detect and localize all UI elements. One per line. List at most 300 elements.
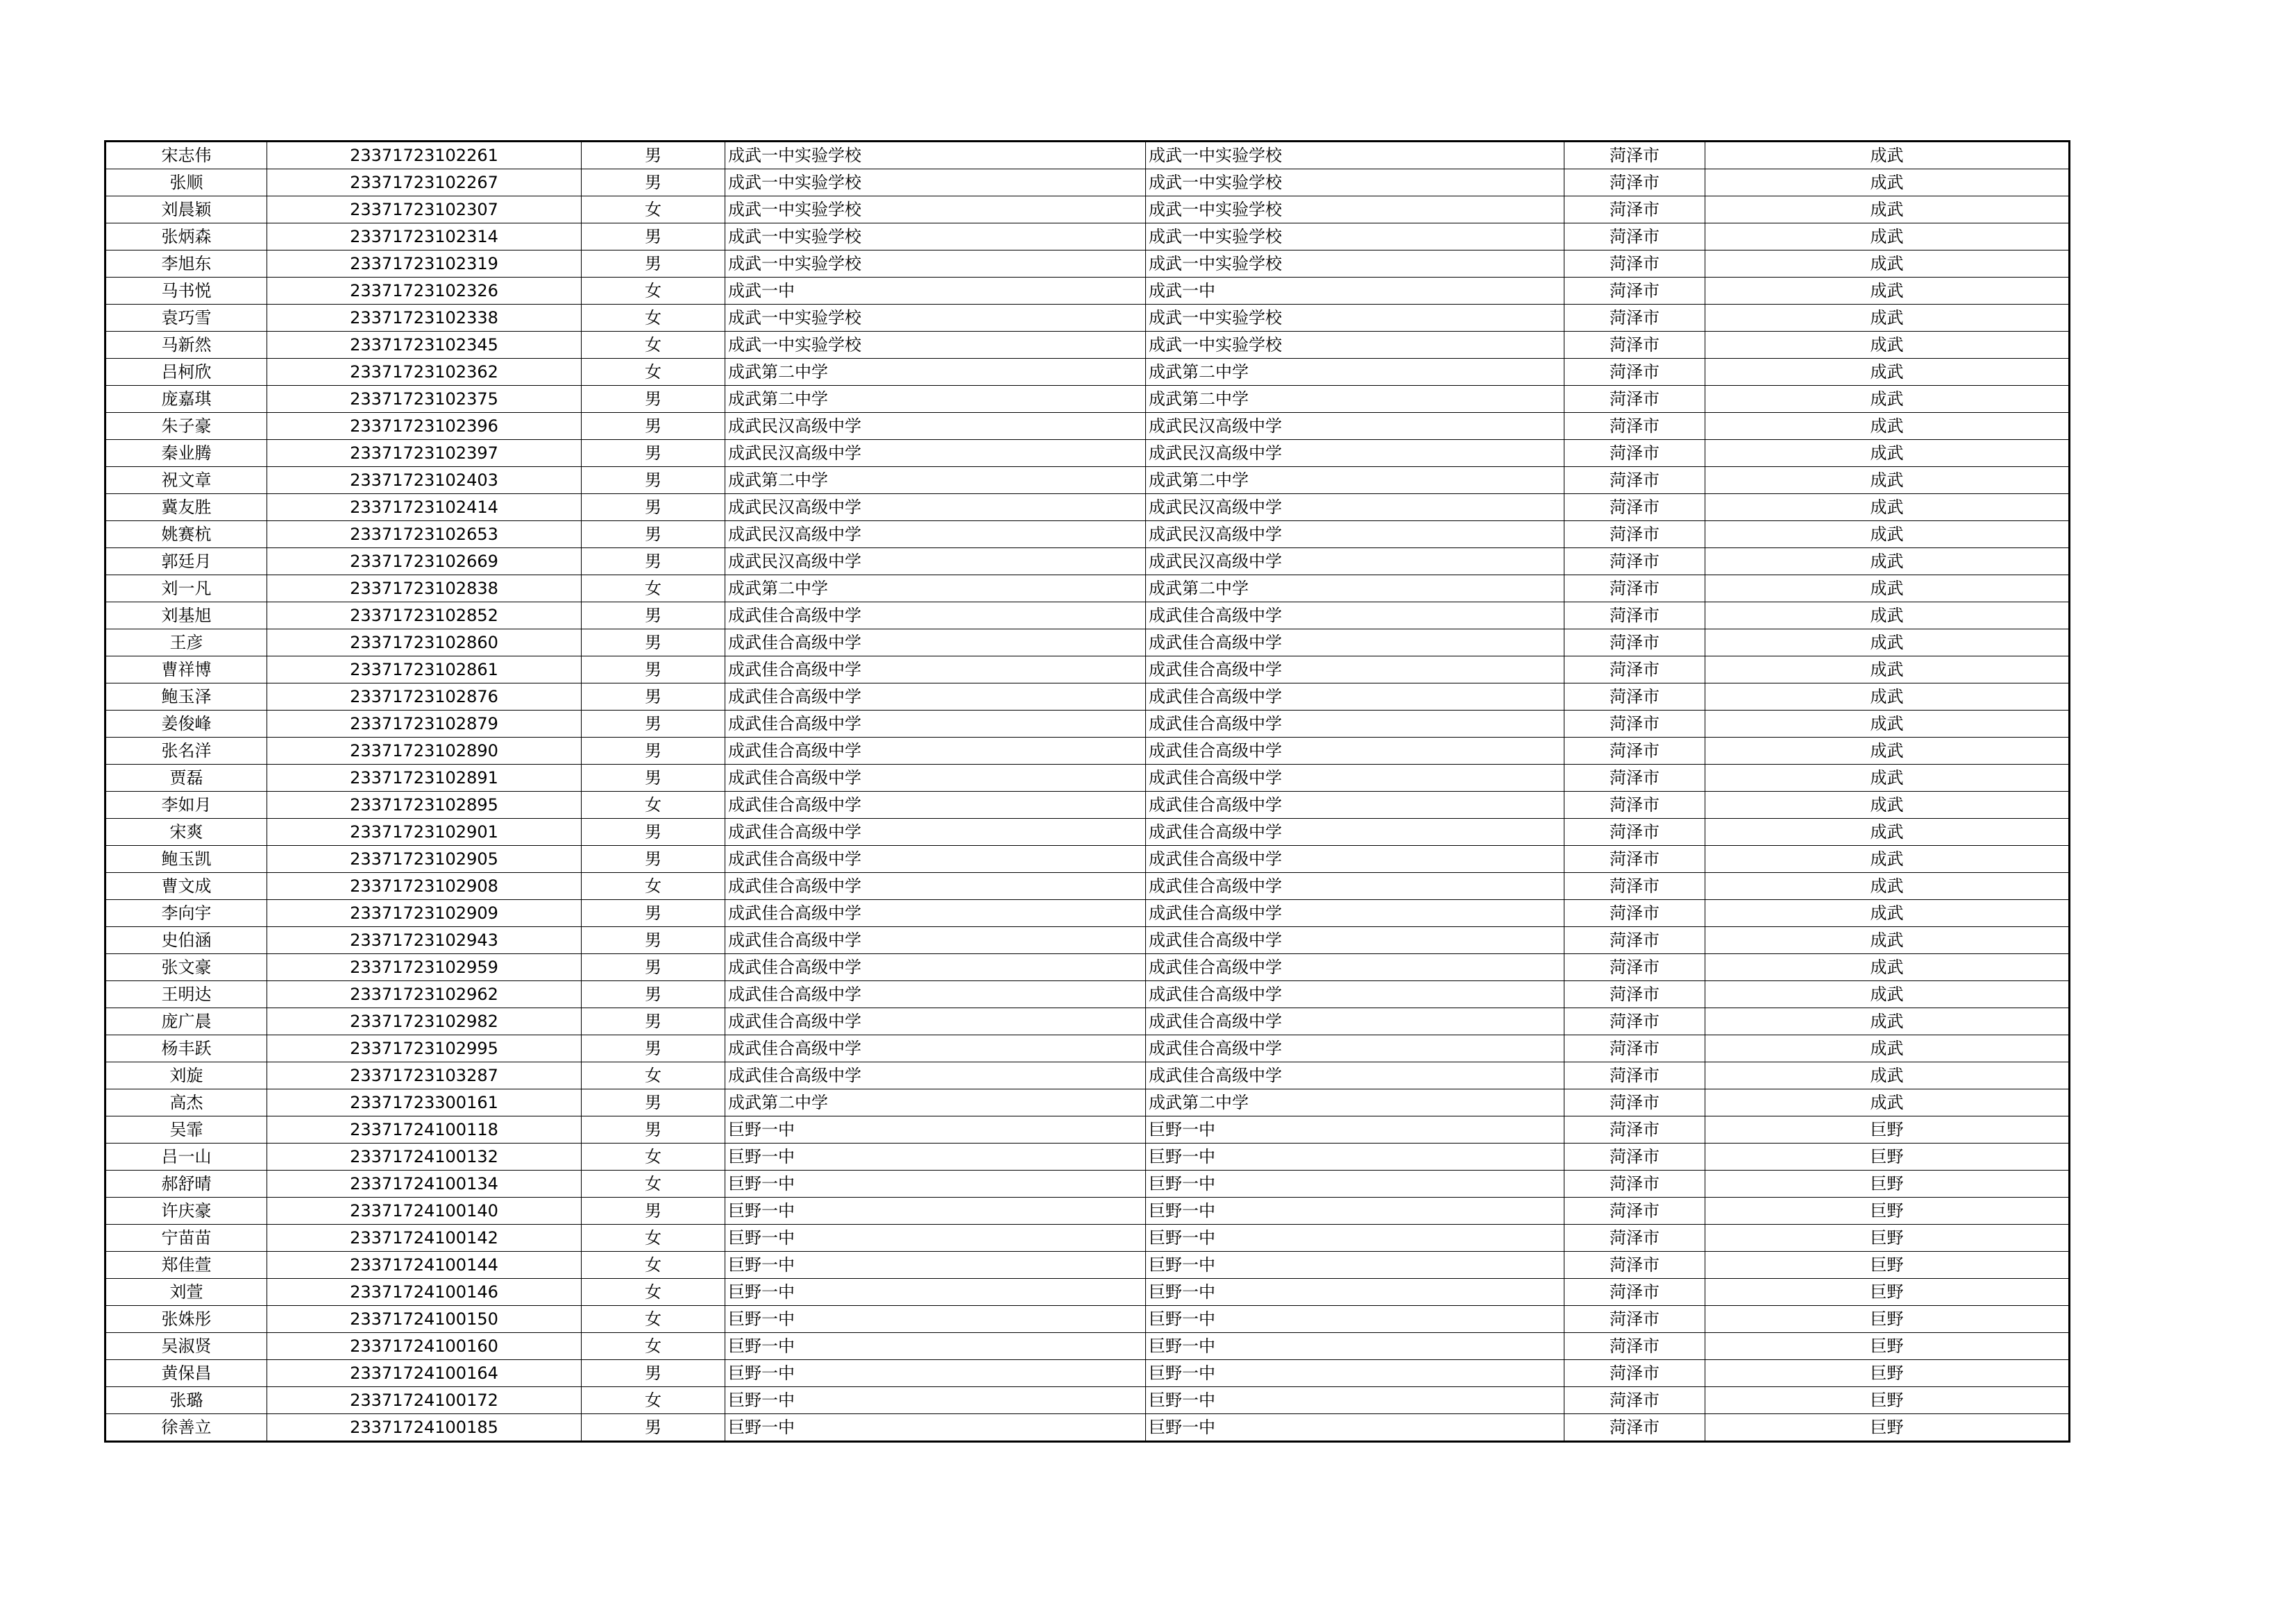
table-row: [105, 900, 2070, 927]
id-cell: 23371723102876: [267, 683, 582, 711]
county-cell: 成武: [1705, 142, 2070, 169]
school-cell: 巨野一中: [725, 1387, 1146, 1414]
exam-site-cell: 巨野一中: [1146, 1387, 1564, 1414]
table-row: [105, 873, 2070, 900]
table-row: [105, 1333, 2070, 1360]
name-cell: 刘旋: [105, 1062, 267, 1089]
gender-cell: 男: [582, 1360, 725, 1387]
id-cell: 23371723102375: [267, 386, 582, 413]
county-cell: 成武: [1705, 386, 2070, 413]
city-cell: 菏泽市: [1564, 1144, 1705, 1171]
county-cell: 成武: [1705, 738, 2070, 765]
exam-site-cell: 成武佳合高级中学: [1146, 1062, 1564, 1089]
county-cell: 成武: [1705, 278, 2070, 305]
id-cell: 23371723102403: [267, 467, 582, 494]
city-cell: 菏泽市: [1564, 900, 1705, 927]
gender-cell: 男: [582, 386, 725, 413]
gender-cell: 男: [582, 1414, 725, 1442]
school-cell: 成武佳合高级中学: [725, 711, 1146, 738]
county-cell: 成武: [1705, 954, 2070, 981]
name-cell: 王明达: [105, 981, 267, 1008]
exam-site-cell: 巨野一中: [1146, 1306, 1564, 1333]
county-cell: 成武: [1705, 900, 2070, 927]
county-cell: 成武: [1705, 683, 2070, 711]
gender-cell: 女: [582, 1144, 725, 1171]
school-cell: 巨野一中: [725, 1252, 1146, 1279]
table-row: [105, 656, 2070, 683]
id-cell: 23371723102345: [267, 332, 582, 359]
name-cell: 李向宇: [105, 900, 267, 927]
exam-site-cell: 巨野一中: [1146, 1360, 1564, 1387]
name-cell: 鲍玉凯: [105, 846, 267, 873]
school-cell: 巨野一中: [725, 1144, 1146, 1171]
table-row: [105, 575, 2070, 602]
name-cell: 吴淑贤: [105, 1333, 267, 1360]
city-cell: 菏泽市: [1564, 1279, 1705, 1306]
county-cell: 成武: [1705, 711, 2070, 738]
exam-site-cell: 成武佳合高级中学: [1146, 711, 1564, 738]
city-cell: 菏泽市: [1564, 981, 1705, 1008]
school-cell: 巨野一中: [725, 1360, 1146, 1387]
county-cell: 成武: [1705, 927, 2070, 954]
school-cell: 巨野一中: [725, 1225, 1146, 1252]
name-cell: 许庆豪: [105, 1198, 267, 1225]
school-cell: 成武佳合高级中学: [725, 765, 1146, 792]
school-cell: 巨野一中: [725, 1116, 1146, 1144]
city-cell: 菏泽市: [1564, 169, 1705, 196]
id-cell: 23371723102901: [267, 819, 582, 846]
exam-site-cell: 成武第二中学: [1146, 467, 1564, 494]
city-cell: 菏泽市: [1564, 629, 1705, 656]
table-row: [105, 413, 2070, 440]
county-cell: 巨野: [1705, 1116, 2070, 1144]
city-cell: 菏泽市: [1564, 1035, 1705, 1062]
gender-cell: 女: [582, 1171, 725, 1198]
table-row: [105, 1414, 2070, 1442]
gender-cell: 女: [582, 1252, 725, 1279]
school-cell: 成武第二中学: [725, 1089, 1146, 1116]
city-cell: 菏泽市: [1564, 711, 1705, 738]
school-cell: 成武第二中学: [725, 359, 1146, 386]
county-cell: 成武: [1705, 467, 2070, 494]
table-row: [105, 1116, 2070, 1144]
name-cell: 杨丰跃: [105, 1035, 267, 1062]
exam-site-cell: 成武佳合高级中学: [1146, 656, 1564, 683]
school-cell: 成武佳合高级中学: [725, 1008, 1146, 1035]
exam-site-cell: 成武第二中学: [1146, 575, 1564, 602]
school-cell: 成武一中实验学校: [725, 196, 1146, 223]
name-cell: 史伯涵: [105, 927, 267, 954]
city-cell: 菏泽市: [1564, 1089, 1705, 1116]
table-row: [105, 711, 2070, 738]
city-cell: 菏泽市: [1564, 1062, 1705, 1089]
table-row: [105, 467, 2070, 494]
name-cell: 张名洋: [105, 738, 267, 765]
exam-site-cell: 成武佳合高级中学: [1146, 629, 1564, 656]
county-cell: 巨野: [1705, 1144, 2070, 1171]
city-cell: 菏泽市: [1564, 873, 1705, 900]
city-cell: 菏泽市: [1564, 656, 1705, 683]
table-row: [105, 386, 2070, 413]
id-cell: 23371724100134: [267, 1171, 582, 1198]
school-cell: 成武佳合高级中学: [725, 927, 1146, 954]
exam-site-cell: 成武佳合高级中学: [1146, 954, 1564, 981]
id-cell: 23371723102261: [267, 142, 582, 169]
gender-cell: 男: [582, 629, 725, 656]
exam-site-cell: 成武佳合高级中学: [1146, 602, 1564, 629]
table-row: [105, 954, 2070, 981]
gender-cell: 女: [582, 305, 725, 332]
gender-cell: 男: [582, 1116, 725, 1144]
exam-site-cell: 成武佳合高级中学: [1146, 1035, 1564, 1062]
school-cell: 成武佳合高级中学: [725, 602, 1146, 629]
exam-site-cell: 成武佳合高级中学: [1146, 683, 1564, 711]
name-cell: 张姝彤: [105, 1306, 267, 1333]
school-cell: 成武一中实验学校: [725, 250, 1146, 278]
id-cell: 23371723102307: [267, 196, 582, 223]
school-cell: 成武一中实验学校: [725, 223, 1146, 250]
city-cell: 菏泽市: [1564, 927, 1705, 954]
table-row: [105, 359, 2070, 386]
id-cell: 23371723102397: [267, 440, 582, 467]
name-cell: 祝文章: [105, 467, 267, 494]
name-cell: 刘基旭: [105, 602, 267, 629]
table-row: [105, 1198, 2070, 1225]
city-cell: 菏泽市: [1564, 142, 1705, 169]
id-cell: 23371724100118: [267, 1116, 582, 1144]
county-cell: 成武: [1705, 819, 2070, 846]
school-cell: 成武一中实验学校: [725, 332, 1146, 359]
gender-cell: 男: [582, 738, 725, 765]
county-cell: 成武: [1705, 332, 2070, 359]
county-cell: 成武: [1705, 1035, 2070, 1062]
school-cell: 成武佳合高级中学: [725, 846, 1146, 873]
exam-site-cell: 成武一中实验学校: [1146, 332, 1564, 359]
county-cell: 巨野: [1705, 1306, 2070, 1333]
name-cell: 郑佳萱: [105, 1252, 267, 1279]
name-cell: 曹祥博: [105, 656, 267, 683]
city-cell: 菏泽市: [1564, 765, 1705, 792]
exam-site-cell: 成武佳合高级中学: [1146, 927, 1564, 954]
city-cell: 菏泽市: [1564, 548, 1705, 575]
table-row: [105, 1171, 2070, 1198]
county-cell: 成武: [1705, 792, 2070, 819]
name-cell: 刘晨颖: [105, 196, 267, 223]
id-cell: 23371724100140: [267, 1198, 582, 1225]
city-cell: 菏泽市: [1564, 440, 1705, 467]
school-cell: 巨野一中: [725, 1198, 1146, 1225]
table-row: [105, 1279, 2070, 1306]
school-cell: 成武一中: [725, 278, 1146, 305]
table-row: [105, 548, 2070, 575]
table-row: [105, 1008, 2070, 1035]
school-cell: 成武民汉高级中学: [725, 521, 1146, 548]
id-cell: 23371723102908: [267, 873, 582, 900]
city-cell: 菏泽市: [1564, 1008, 1705, 1035]
school-cell: 成武一中实验学校: [725, 305, 1146, 332]
name-cell: 宋爽: [105, 819, 267, 846]
exam-site-cell: 成武民汉高级中学: [1146, 440, 1564, 467]
exam-site-cell: 成武一中实验学校: [1146, 305, 1564, 332]
exam-site-cell: 巨野一中: [1146, 1225, 1564, 1252]
student-table: [104, 140, 2070, 1443]
city-cell: 菏泽市: [1564, 846, 1705, 873]
gender-cell: 男: [582, 142, 725, 169]
school-cell: 成武第二中学: [725, 386, 1146, 413]
id-cell: 23371723102838: [267, 575, 582, 602]
school-cell: 巨野一中: [725, 1279, 1146, 1306]
table-row: [105, 332, 2070, 359]
exam-site-cell: 成武一中实验学校: [1146, 250, 1564, 278]
county-cell: 成武: [1705, 981, 2070, 1008]
name-cell: 贾磊: [105, 765, 267, 792]
city-cell: 菏泽市: [1564, 792, 1705, 819]
school-cell: 巨野一中: [725, 1306, 1146, 1333]
id-cell: 23371723102895: [267, 792, 582, 819]
county-cell: 成武: [1705, 1062, 2070, 1089]
exam-site-cell: 成武一中实验学校: [1146, 223, 1564, 250]
school-cell: 成武佳合高级中学: [725, 954, 1146, 981]
gender-cell: 男: [582, 765, 725, 792]
school-cell: 成武第二中学: [725, 575, 1146, 602]
gender-cell: 男: [582, 683, 725, 711]
id-cell: 23371724100160: [267, 1333, 582, 1360]
gender-cell: 男: [582, 846, 725, 873]
name-cell: 吕一山: [105, 1144, 267, 1171]
exam-site-cell: 巨野一中: [1146, 1198, 1564, 1225]
table-row: [105, 1144, 2070, 1171]
name-cell: 黄保昌: [105, 1360, 267, 1387]
name-cell: 张炳森: [105, 223, 267, 250]
city-cell: 菏泽市: [1564, 1414, 1705, 1442]
id-cell: 23371723102326: [267, 278, 582, 305]
name-cell: 秦业腾: [105, 440, 267, 467]
gender-cell: 男: [582, 602, 725, 629]
exam-site-cell: 成武佳合高级中学: [1146, 819, 1564, 846]
table-row: [105, 629, 2070, 656]
table-row: [105, 521, 2070, 548]
name-cell: 鲍玉泽: [105, 683, 267, 711]
city-cell: 菏泽市: [1564, 1387, 1705, 1414]
table-row: [105, 981, 2070, 1008]
exam-site-cell: 巨野一中: [1146, 1414, 1564, 1442]
exam-site-cell: 成武民汉高级中学: [1146, 548, 1564, 575]
city-cell: 菏泽市: [1564, 196, 1705, 223]
gender-cell: 男: [582, 1035, 725, 1062]
table-row: [105, 305, 2070, 332]
gender-cell: 男: [582, 1198, 725, 1225]
name-cell: 姚赛杭: [105, 521, 267, 548]
exam-site-cell: 巨野一中: [1146, 1171, 1564, 1198]
table-row: [105, 602, 2070, 629]
table-row: [105, 846, 2070, 873]
exam-site-cell: 成武第二中学: [1146, 1089, 1564, 1116]
table-row: [105, 1252, 2070, 1279]
gender-cell: 男: [582, 927, 725, 954]
city-cell: 菏泽市: [1564, 1333, 1705, 1360]
county-cell: 成武: [1705, 873, 2070, 900]
county-cell: 成武: [1705, 846, 2070, 873]
city-cell: 菏泽市: [1564, 359, 1705, 386]
city-cell: 菏泽市: [1564, 250, 1705, 278]
exam-site-cell: 成武佳合高级中学: [1146, 1008, 1564, 1035]
exam-site-cell: 巨野一中: [1146, 1333, 1564, 1360]
gender-cell: 女: [582, 1279, 725, 1306]
gender-cell: 男: [582, 521, 725, 548]
gender-cell: 男: [582, 413, 725, 440]
table-row: [105, 765, 2070, 792]
name-cell: 曹文成: [105, 873, 267, 900]
gender-cell: 男: [582, 900, 725, 927]
city-cell: 菏泽市: [1564, 413, 1705, 440]
county-cell: 成武: [1705, 629, 2070, 656]
id-cell: 23371723102267: [267, 169, 582, 196]
id-cell: 23371724100146: [267, 1279, 582, 1306]
city-cell: 菏泽市: [1564, 1198, 1705, 1225]
name-cell: 宋志伟: [105, 142, 267, 169]
exam-site-cell: 成武一中: [1146, 278, 1564, 305]
name-cell: 郭廷月: [105, 548, 267, 575]
school-cell: 成武民汉高级中学: [725, 413, 1146, 440]
id-cell: 23371724100142: [267, 1225, 582, 1252]
city-cell: 菏泽市: [1564, 1116, 1705, 1144]
exam-site-cell: 成武一中实验学校: [1146, 196, 1564, 223]
name-cell: 张璐: [105, 1387, 267, 1414]
gender-cell: 女: [582, 359, 725, 386]
school-cell: 成武佳合高级中学: [725, 738, 1146, 765]
county-cell: 巨野: [1705, 1360, 2070, 1387]
name-cell: 冀友胜: [105, 494, 267, 521]
table-row: [105, 1062, 2070, 1089]
city-cell: 菏泽市: [1564, 602, 1705, 629]
gender-cell: 男: [582, 467, 725, 494]
city-cell: 菏泽市: [1564, 332, 1705, 359]
table-row: [105, 792, 2070, 819]
id-cell: 23371723102982: [267, 1008, 582, 1035]
gender-cell: 男: [582, 548, 725, 575]
school-cell: 成武第二中学: [725, 467, 1146, 494]
county-cell: 巨野: [1705, 1279, 2070, 1306]
gender-cell: 男: [582, 1008, 725, 1035]
school-cell: 巨野一中: [725, 1414, 1146, 1442]
exam-site-cell: 成武佳合高级中学: [1146, 792, 1564, 819]
county-cell: 巨野: [1705, 1171, 2070, 1198]
id-cell: 23371724100172: [267, 1387, 582, 1414]
table-row: [105, 1225, 2070, 1252]
county-cell: 成武: [1705, 1089, 2070, 1116]
school-cell: 成武佳合高级中学: [725, 873, 1146, 900]
school-cell: 成武一中实验学校: [725, 169, 1146, 196]
table-row: [105, 142, 2070, 169]
id-cell: 23371723102669: [267, 548, 582, 575]
county-cell: 巨野: [1705, 1198, 2070, 1225]
county-cell: 成武: [1705, 250, 2070, 278]
name-cell: 吕柯欣: [105, 359, 267, 386]
exam-site-cell: 成武民汉高级中学: [1146, 521, 1564, 548]
school-cell: 成武佳合高级中学: [725, 819, 1146, 846]
table-row: [105, 1089, 2070, 1116]
county-cell: 成武: [1705, 494, 2070, 521]
id-cell: 23371724100185: [267, 1414, 582, 1442]
id-cell: 23371723102338: [267, 305, 582, 332]
county-cell: 成武: [1705, 602, 2070, 629]
table-row: [105, 494, 2070, 521]
id-cell: 23371723102653: [267, 521, 582, 548]
gender-cell: 女: [582, 1333, 725, 1360]
name-cell: 张顺: [105, 169, 267, 196]
county-cell: 成武: [1705, 1008, 2070, 1035]
name-cell: 李如月: [105, 792, 267, 819]
name-cell: 王彦: [105, 629, 267, 656]
gender-cell: 男: [582, 954, 725, 981]
county-cell: 成武: [1705, 169, 2070, 196]
name-cell: 吴霏: [105, 1116, 267, 1144]
id-cell: 23371723102861: [267, 656, 582, 683]
exam-site-cell: 巨野一中: [1146, 1279, 1564, 1306]
city-cell: 菏泽市: [1564, 683, 1705, 711]
county-cell: 巨野: [1705, 1225, 2070, 1252]
id-cell: 23371723102890: [267, 738, 582, 765]
id-cell: 23371724100150: [267, 1306, 582, 1333]
exam-site-cell: 巨野一中: [1146, 1252, 1564, 1279]
city-cell: 菏泽市: [1564, 738, 1705, 765]
table-row: [105, 819, 2070, 846]
gender-cell: 男: [582, 1089, 725, 1116]
school-cell: 成武佳合高级中学: [725, 981, 1146, 1008]
id-cell: 23371723300161: [267, 1089, 582, 1116]
city-cell: 菏泽市: [1564, 1360, 1705, 1387]
id-cell: 23371723102959: [267, 954, 582, 981]
exam-site-cell: 成武佳合高级中学: [1146, 846, 1564, 873]
exam-site-cell: 成武佳合高级中学: [1146, 981, 1564, 1008]
table-row: [105, 927, 2070, 954]
table-row: [105, 1387, 2070, 1414]
exam-site-cell: 成武第二中学: [1146, 359, 1564, 386]
name-cell: 马书悦: [105, 278, 267, 305]
school-cell: 成武佳合高级中学: [725, 900, 1146, 927]
gender-cell: 女: [582, 873, 725, 900]
school-cell: 成武民汉高级中学: [725, 440, 1146, 467]
table-row: [105, 278, 2070, 305]
school-cell: 成武佳合高级中学: [725, 629, 1146, 656]
school-cell: 成武民汉高级中学: [725, 548, 1146, 575]
exam-site-cell: 巨野一中: [1146, 1144, 1564, 1171]
table-row: [105, 738, 2070, 765]
id-cell: 23371723102860: [267, 629, 582, 656]
gender-cell: 女: [582, 196, 725, 223]
county-cell: 成武: [1705, 440, 2070, 467]
id-cell: 23371723102891: [267, 765, 582, 792]
table-row: [105, 196, 2070, 223]
city-cell: 菏泽市: [1564, 1306, 1705, 1333]
id-cell: 23371724100164: [267, 1360, 582, 1387]
id-cell: 23371723102414: [267, 494, 582, 521]
name-cell: 庞嘉琪: [105, 386, 267, 413]
name-cell: 庞广晨: [105, 1008, 267, 1035]
city-cell: 菏泽市: [1564, 521, 1705, 548]
gender-cell: 男: [582, 169, 725, 196]
city-cell: 菏泽市: [1564, 1252, 1705, 1279]
city-cell: 菏泽市: [1564, 575, 1705, 602]
gender-cell: 男: [582, 819, 725, 846]
name-cell: 刘一凡: [105, 575, 267, 602]
gender-cell: 女: [582, 575, 725, 602]
exam-site-cell: 成武第二中学: [1146, 386, 1564, 413]
county-cell: 成武: [1705, 765, 2070, 792]
name-cell: 袁巧雪: [105, 305, 267, 332]
city-cell: 菏泽市: [1564, 954, 1705, 981]
id-cell: 23371723103287: [267, 1062, 582, 1089]
